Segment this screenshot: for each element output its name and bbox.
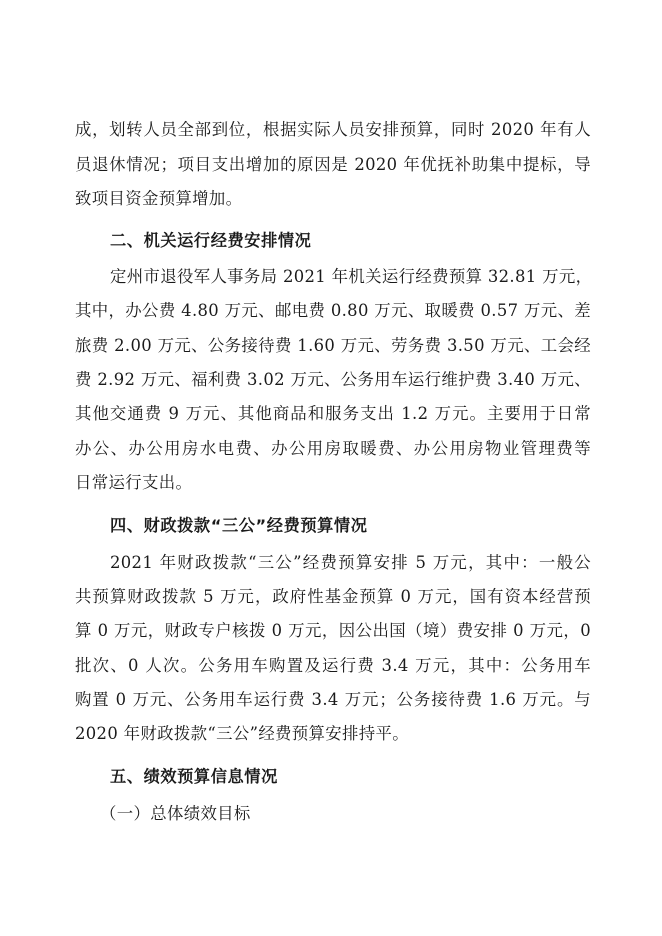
section-heading-performance-budget: 五、绩效预算信息情况 xyxy=(110,767,278,786)
paragraph-line: 致项目资金预算增加。 xyxy=(75,189,243,208)
paragraph-line: 其中，办公费 4.80 万元、邮电费 0.80 万元、取暖费 0.57 万元、差 xyxy=(75,301,591,320)
paragraph-line: 批次、0 人次。公务用车购置及运行费 3.4 万元，其中：公务用车 xyxy=(75,656,591,675)
paragraph-line: 2020 年财政拨款“三公”经费预算安排持平。 xyxy=(75,724,409,743)
paragraph-line: 旅费 2.00 万元、公务接待费 1.60 万元、劳务费 3.50 万元、工会经 xyxy=(75,336,591,355)
paragraph-line: 费 2.92 万元、福利费 3.02 万元、公务用车运行维护费 3.40 万元、 xyxy=(75,370,591,389)
paragraph-line: 共预算财政拨款 5 万元，政府性基金预算 0 万元，国有资本经营预 xyxy=(75,587,591,606)
section-heading-three-public-costs: 四、财政拨款“三公”经费预算情况 xyxy=(110,516,368,535)
paragraph-line: 算 0 万元，财政专户核拨 0 万元，因公出国（境）费安排 0 万元，0 xyxy=(75,621,591,640)
paragraph-line: 日常运行支出。 xyxy=(75,473,193,492)
paragraph-line: 2021 年财政拨款“三公”经费预算安排 5 万元，其中：一般公 xyxy=(110,553,591,572)
paragraph-line: 定州市退役军人事务局 2021 年机关运行经费预算 32.81 万元， xyxy=(110,267,593,286)
paragraph-line: 购置 0 万元、公务用车运行费 3.4 万元；公务接待费 1.6 万元。与 xyxy=(75,690,591,709)
subsection-heading-overall-goals: （一）总体绩效目标 xyxy=(100,804,251,823)
section-heading-operating-costs: 二、机关运行经费安排情况 xyxy=(110,231,312,250)
paragraph-line: 员退休情况；项目支出增加的原因是 2020 年优抚补助集中提标，导 xyxy=(75,155,591,174)
paragraph-line: 成，划转人员全部到位，根据实际人员安排预算，同时 2020 年有人 xyxy=(75,120,591,139)
paragraph-line: 办公、办公用房水电费、办公用房取暖费、办公用房物业管理费等 xyxy=(75,439,591,458)
paragraph-line: 其他交通费 9 万元、其他商品和服务支出 1.2 万元。主要用于日常 xyxy=(75,404,591,423)
